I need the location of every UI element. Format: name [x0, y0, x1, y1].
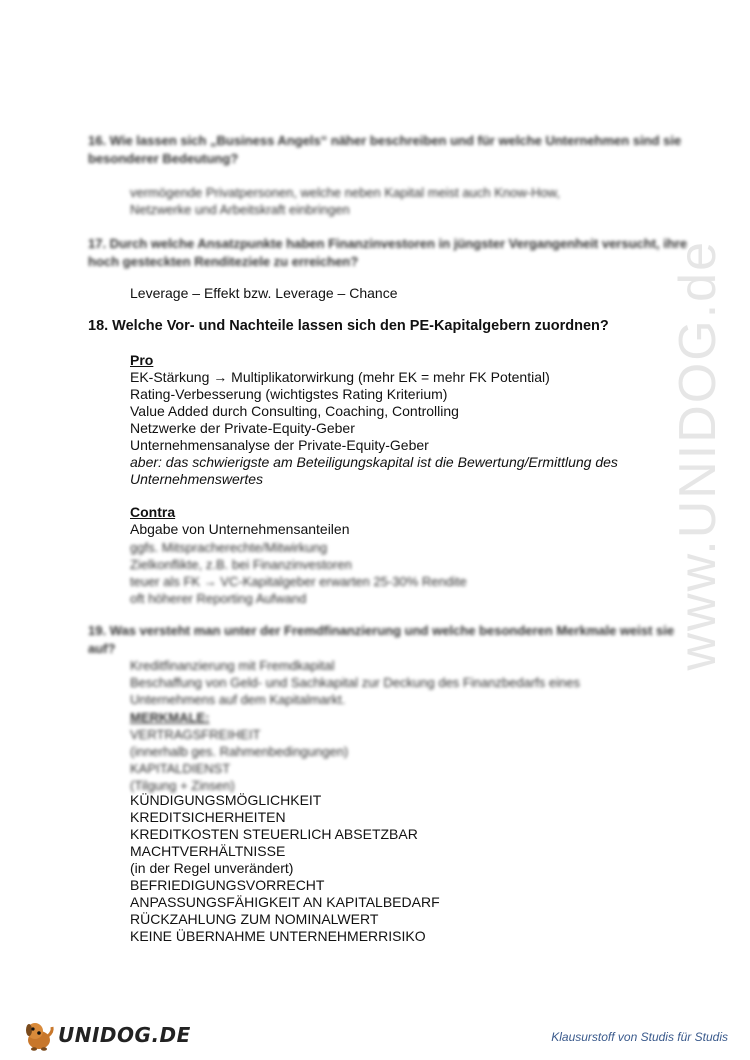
contra-heading: Contra: [130, 504, 176, 520]
q16-answer-line-2: Netzwerke und Arbeitskraft einbringen: [130, 202, 350, 217]
q19-intro-line: Kreditfinanzierung mit Fremdkapital: [130, 658, 335, 673]
merkmal-item: KREDITKOSTEN STEUERLICH ABSETZBAR: [130, 826, 418, 842]
dog-icon: [22, 1018, 56, 1052]
merkmal-item: (Tilgung + Zinsen): [130, 778, 235, 793]
merkmal-item: ANPASSUNGSFÄHIGKEIT AN KAPITALBEDARF: [130, 894, 440, 910]
merkmal-item: KEINE ÜBERNAHME UNTERNEHMERRISIKO: [130, 928, 426, 944]
question-17-title: 17. Durch welche Ansatzpunkte haben Finanzinvestoren in jüngster Vergangenheit versucht, ihre hoch gesteckten Renditeziele zu erreichen?: [88, 236, 688, 269]
question-19-title: 19. Was versteht man unter der Fremdfinanzierung und welche besonderen Merkmale weist sie auf?: [88, 623, 675, 656]
merkmale-heading: MERKMALE:: [130, 710, 210, 725]
question-18-title: 18. Welche Vor- und Nachteile lassen sich den PE-Kapitalgebern zuordnen?: [88, 318, 609, 334]
merkmal-item: KREDITSICHERHEITEN: [130, 809, 286, 825]
merkmal-item: KAPITALDIENST: [130, 761, 231, 776]
watermark: www.UNIDOG.de: [669, 240, 727, 671]
pro-item: Value Added durch Consulting, Coaching, Controlling: [130, 403, 459, 419]
contra-item: Zielkonflikte, z.B. bei Finanzinvestoren: [130, 557, 352, 572]
q16-answer-line-1: vermögende Privatpersonen, welche neben Kapital meist auch Know-How,: [130, 185, 560, 200]
q17-answer: Leverage – Effekt bzw. Leverage – Chance: [130, 285, 398, 301]
contra-item: teuer als FK → VC-Kapitalgeber erwarten 25-30% Rendite: [130, 574, 467, 589]
pro-item: Netzwerke der Private-Equity-Geber: [130, 420, 355, 436]
unidog-logo[interactable]: [22, 1018, 191, 1052]
merkmal-item: KÜNDIGUNGSMÖGLICHKEIT: [130, 792, 322, 808]
pro-item: Rating-Verbesserung (wichtigstes Rating Kriterium): [130, 386, 448, 402]
contra-item: oft höherer Reporting Aufwand: [130, 591, 307, 606]
merkmal-item: BEFRIEDIGUNGSVORRECHT: [130, 877, 325, 893]
merkmal-item: (in der Regel unverändert): [130, 860, 294, 876]
logo-text: UNIDOG.DE: [58, 1023, 191, 1047]
pro-note-line-2: Unternehmenswertes: [130, 471, 264, 487]
pro-heading: Pro: [130, 352, 154, 368]
contra-item: ggfs. Mitspracherechte/Mitwirkung: [130, 540, 328, 555]
question-16-title: 16. Wie lassen sich „Business Angels“ näher beschreiben und für welche Unternehmen sind sie besonderer Bedeutung?: [88, 133, 682, 166]
contra-item: Abgabe von Unternehmensanteilen: [130, 521, 350, 537]
merkmal-item: MACHTVERHÄLTNISSE: [130, 843, 286, 859]
q19-intro-line: Unternehmens auf dem Kapitalmarkt.: [130, 692, 346, 707]
footer-tagline: Klausurstoff von Studis für Studis: [551, 1030, 728, 1044]
pro-note-line-1: aber: das schwierigste am Beteiligungskapital ist die Bewertung/Ermittlung des: [130, 454, 618, 470]
merkmal-item: RÜCKZAHLUNG ZUM NOMINALWERT: [130, 911, 379, 927]
merkmal-item: (innerhalb ges. Rahmenbedingungen): [130, 744, 349, 759]
pro-item: Unternehmensanalyse der Private-Equity-Geber: [130, 437, 429, 453]
pro-item: EK-Stärkung → Multiplikatorwirkung (mehr EK = mehr FK Potential): [130, 369, 550, 385]
q19-intro-line: Beschaffung von Geld- und Sachkapital zur Deckung des Finanzbedarfs eines: [130, 675, 580, 690]
merkmal-item: VERTRAGSFREIHEIT: [130, 727, 261, 742]
